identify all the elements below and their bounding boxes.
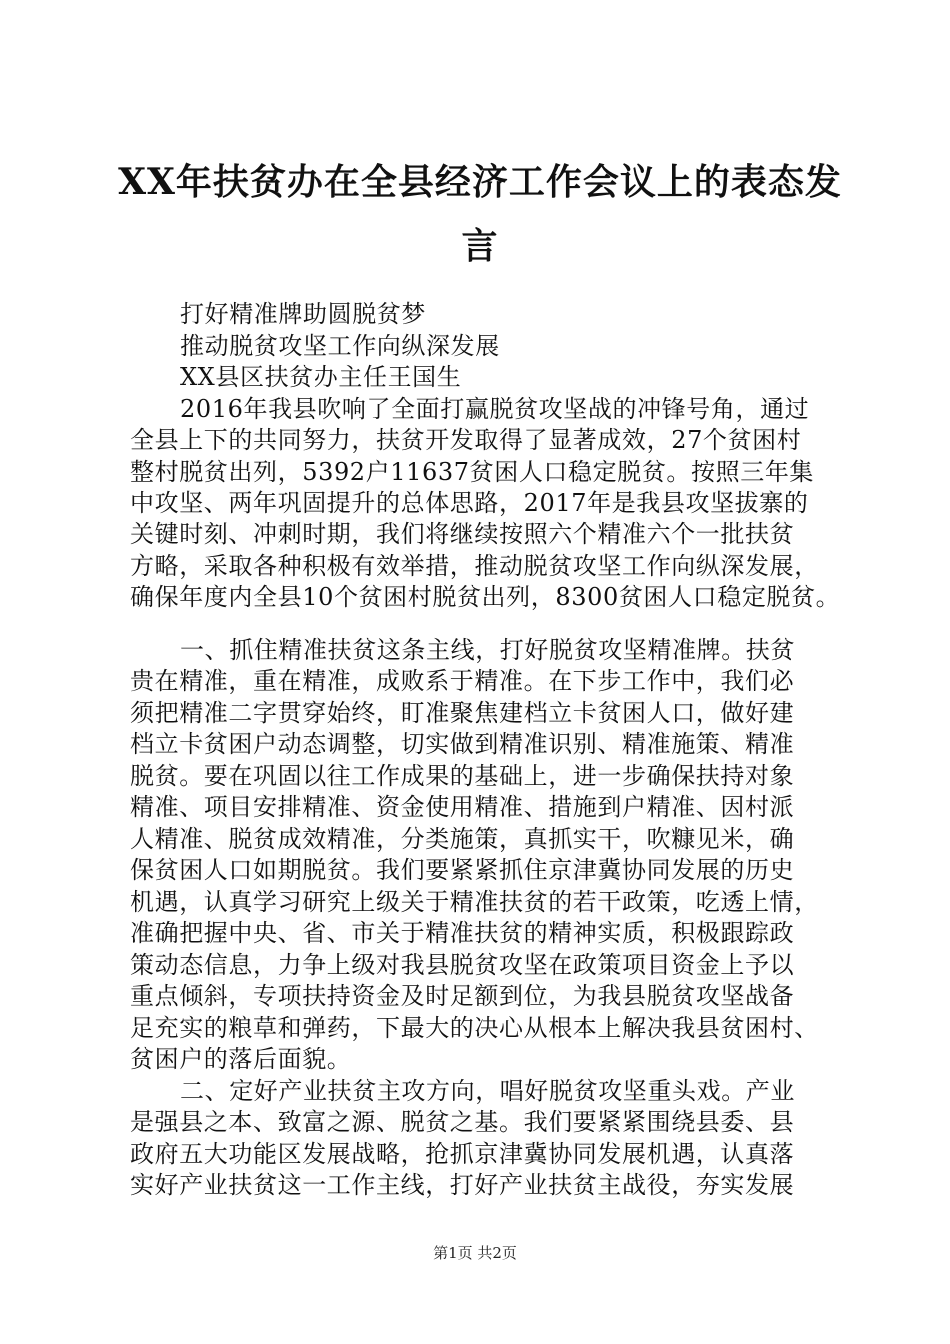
body-line: 2016年我县吹响了全面打赢脱贫攻坚战的冲锋号角，通过 [180,395,810,423]
body-line: 政府五大功能区发展战略，抢抓京津冀协同发展机遇，认真落 [130,1140,795,1168]
subtitle-line: 打好精准牌助圆脱贫梦 [180,300,426,328]
body-line: 保贫困人口如期脱贫。我们要紧紧抓住京津冀协同发展的历史 [130,856,795,884]
body-line: 方略，采取各种积极有效举措，推动脱贫攻坚工作向纵深发展， [130,552,819,580]
body-line: 一、抓住精准扶贫这条主线，打好脱贫攻坚精准牌。扶贫 [180,636,795,664]
body-line: 二、定好产业扶贫主攻方向，唱好脱贫攻坚重头戏。产业 [180,1077,795,1105]
body-line: 重点倾斜，专项扶持资金及时足额到位，为我县脱贫攻坚战备 [130,982,795,1010]
subtitle-line: 推动脱贫攻坚工作向纵深发展 [180,332,500,360]
body-line: 确保年度内全县10个贫困村脱贫出列，8300贫困人口稳定脱贫。 [130,583,841,611]
body-line: 全县上下的共同努力，扶贫开发取得了显著成效，27个贫困村 [130,426,802,454]
body-line: 整村脱贫出列，5392户11637贫困人口稳定脱贫。按照三年集 [130,458,815,486]
body-line: 档立卡贫困户动态调整，切实做到精准识别、精准施策、精准 [130,730,795,758]
body-line: 中攻坚、两年巩固提升的总体思路，2017年是我县攻坚拔寨的 [130,489,809,517]
body-line: 贫困户的落后面貌。 [130,1045,352,1073]
body-line: 精准、项目安排精准、资金使用精准、措施到户精准、因村派 [130,793,795,821]
body-line: 脱贫。要在巩固以往工作成果的基础上，进一步确保扶持对象 [130,762,795,790]
body-line: 关键时刻、冲刺时期，我们将继续按照六个精准六个一批扶贫 [130,520,795,548]
body-line: 贵在精准，重在精准，成败系于精准。在下步工作中，我们必 [130,667,795,695]
body-line: 实好产业扶贫这一工作主线，打好产业扶贫主战役，夯实发展 [130,1171,795,1199]
document-title-line-1: XX年扶贫办在全县经济工作会议上的表态发 [118,161,842,203]
body-line: 是强县之本、致富之源、脱贫之基。我们要紧紧围绕县委、县 [130,1108,795,1136]
body-line: 人精准、脱贫成效精准，分类施策，真抓实干，吹糠见米，确 [130,825,795,853]
body-line: 足充实的粮草和弹药，下最大的决心从根本上解决我县贫困村、 [130,1014,819,1042]
body-line: 须把精准二字贯穿始终，盯准聚焦建档立卡贫困人口，做好建 [130,699,795,727]
body-line: 机遇，认真学习研究上级关于精准扶贫的若干政策，吃透上情， [130,888,819,916]
body-line: 策动态信息，力争上级对我县脱贫攻坚在政策项目资金上予以 [130,951,795,979]
body-line: 准确把握中央、省、市关于精准扶贫的精神实质，积极跟踪政 [130,919,795,947]
document-title-line-2: 言 [461,225,499,267]
page-footer: 第1页 共2页 [433,1244,517,1262]
author-line: XX县区扶贫办主任王国生 [180,363,462,391]
